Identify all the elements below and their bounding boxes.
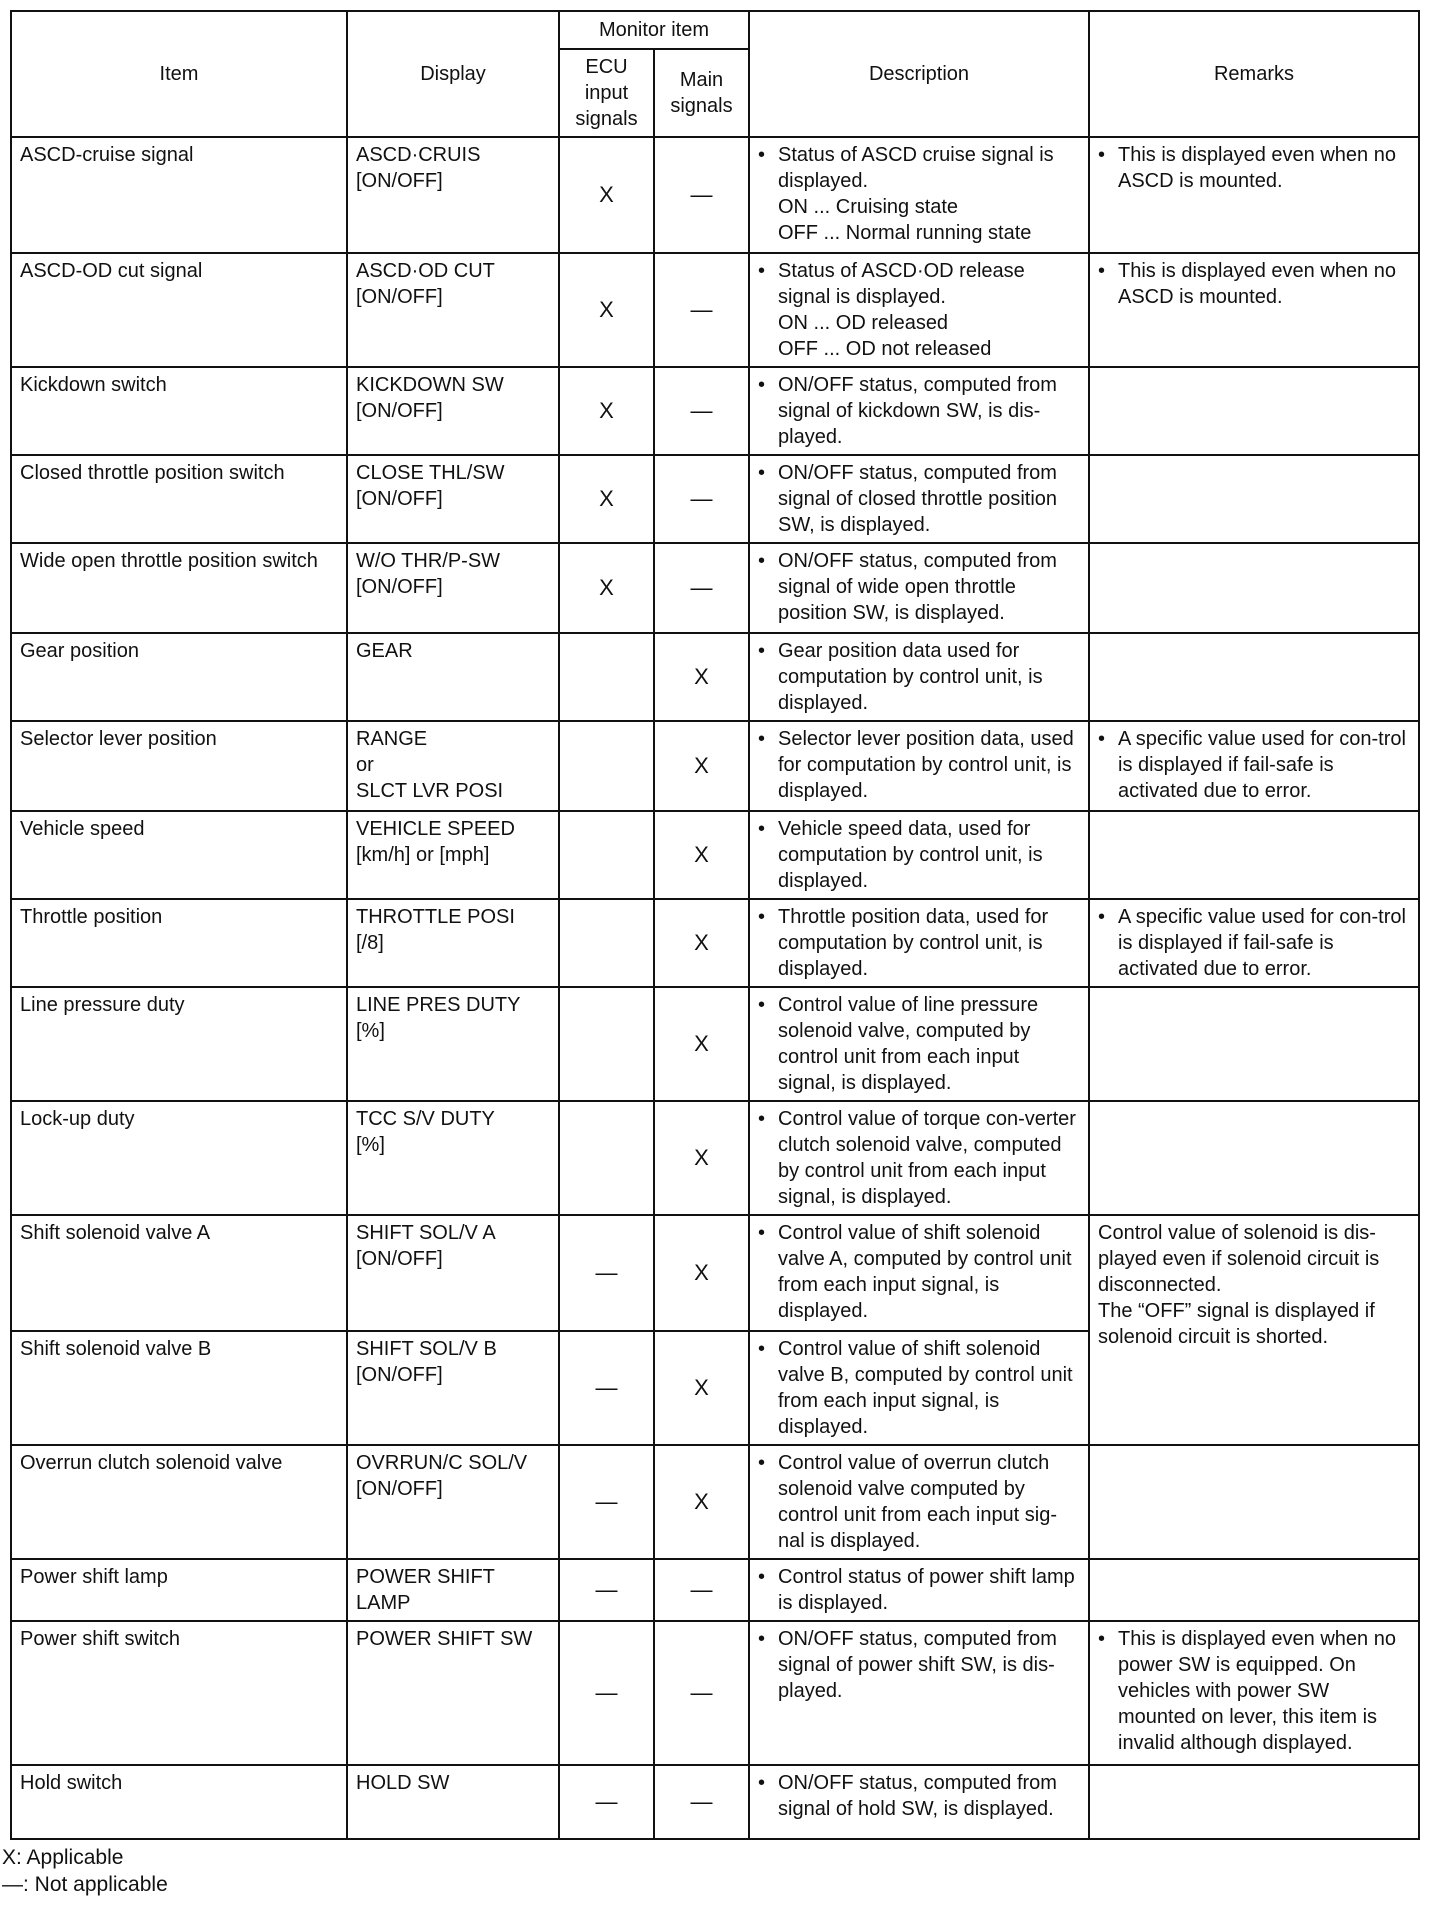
display-cell: RANGE or SLCT LVR POSI (347, 721, 559, 811)
remarks-cell (1089, 899, 1419, 987)
remarks-cell (1089, 1765, 1419, 1839)
ecu-input-mark (559, 721, 654, 811)
description-bullet: • Control value of shift solenoid valve A, computed by control unit from each input signal, is displayed. (758, 1220, 1080, 1324)
legend-applicable: X: Applicable (2, 1846, 124, 1869)
remarks-cell (1089, 1215, 1419, 1445)
description-bullet: • Status of ASCD cruise signal is displayed. (758, 142, 1080, 194)
table-row (11, 137, 1419, 253)
display-cell: LINE PRES DUTY [%] (347, 987, 559, 1101)
main-signal-mark: — (654, 367, 749, 455)
main-signal-mark: — (654, 1765, 749, 1839)
description-cell (749, 721, 1089, 811)
main-signal-mark: X (654, 1101, 749, 1215)
item-cell: ASCD-cruise signal (11, 137, 347, 253)
main-signal-mark: X (654, 987, 749, 1101)
display-cell: TCC S/V DUTY [%] (347, 1101, 559, 1215)
description-cell (749, 1215, 1089, 1331)
display-cell: SHIFT SOL/V B [ON/OFF] (347, 1331, 559, 1445)
description-line: ON ... Cruising state (778, 196, 959, 218)
display-cell: THROTTLE POSI [/8] (347, 899, 559, 987)
ecu-input-mark: — (559, 1559, 654, 1621)
remarks-cell (1089, 633, 1419, 721)
table-row (11, 633, 1419, 721)
item-cell: Throttle position (11, 899, 347, 987)
table-row (11, 1445, 1419, 1559)
description-bullet: • ON/OFF status, computed from signal of kickdown SW, is dis-played. (758, 372, 1080, 450)
main-signal-mark: — (654, 543, 749, 633)
remark-bullet: • This is displayed even when no power SW is equipped. On vehicles with power SW mounted on lever, this item is invalid although displayed. (1098, 1626, 1410, 1756)
description-line: OFF ... Normal running state (778, 222, 1032, 244)
table-row (11, 899, 1419, 987)
ecu-input-mark: X (559, 367, 654, 455)
description-cell (749, 455, 1089, 543)
item-cell: Shift solenoid valve B (11, 1331, 347, 1445)
description-bullet: • Vehicle speed data, used for computation by control unit, is displayed. (758, 816, 1080, 894)
main-signal-mark: — (654, 1559, 749, 1621)
table-row (11, 811, 1419, 899)
main-signal-mark: — (654, 455, 749, 543)
description-cell (749, 367, 1089, 455)
table-row (11, 253, 1419, 367)
remark-bullet: • A specific value used for con-trol is displayed if fail-safe is activated due to error. (1098, 904, 1410, 982)
display-cell: POWER SHIFT SW (347, 1621, 559, 1765)
ecu-input-mark: X (559, 543, 654, 633)
main-signal-mark: X (654, 811, 749, 899)
display-cell: W/O THR/P-SW [ON/OFF] (347, 543, 559, 633)
display-cell: GEAR (347, 633, 559, 721)
remarks-cell (1089, 455, 1419, 543)
item-cell: Overrun clutch solenoid valve (11, 1445, 347, 1559)
main-signal-mark: X (654, 1215, 749, 1331)
description-bullet: • ON/OFF status, computed from signal of closed throttle position SW, is displayed. (758, 460, 1080, 538)
ecu-input-mark (559, 633, 654, 721)
item-cell: Selector lever position (11, 721, 347, 811)
table-row (11, 1559, 1419, 1621)
description-cell (749, 253, 1089, 367)
remark-bullet: • A specific value used for con-trol is displayed if fail-safe is activated due to error. (1098, 726, 1410, 804)
display-cell: KICKDOWN SW [ON/OFF] (347, 367, 559, 455)
description-bullet: • ON/OFF status, computed from signal of power shift SW, is dis-played. (758, 1626, 1080, 1704)
description-cell (749, 633, 1089, 721)
description-cell (749, 987, 1089, 1101)
description-cell (749, 1445, 1089, 1559)
item-cell: Shift solenoid valve A (11, 1215, 347, 1331)
description-cell (749, 1765, 1089, 1839)
display-cell: SHIFT SOL/V A [ON/OFF] (347, 1215, 559, 1331)
table-row (11, 455, 1419, 543)
description-bullet: • Selector lever position data, used for computation by control unit, is displayed. (758, 726, 1080, 804)
item-cell: Hold switch (11, 1765, 347, 1839)
description-cell (749, 543, 1089, 633)
header-remarks: Remarks (1089, 11, 1419, 137)
header-description: Description (749, 11, 1089, 137)
remarks-cell (1089, 811, 1419, 899)
ecu-input-mark (559, 811, 654, 899)
main-signal-mark: X (654, 721, 749, 811)
ecu-input-mark: — (559, 1445, 654, 1559)
table-row (11, 1101, 1419, 1215)
item-cell: Wide open throttle position switch (11, 543, 347, 633)
remark-bullet: • This is displayed even when no ASCD is mounted. (1098, 142, 1410, 194)
item-cell: Lock-up duty (11, 1101, 347, 1215)
table-row (11, 987, 1419, 1101)
table-body (11, 137, 1419, 1839)
header-item: Item (11, 11, 347, 137)
description-bullet: • Gear position data used for computation by control unit, is displayed. (758, 638, 1080, 716)
description-cell (749, 1621, 1089, 1765)
main-signal-mark: — (654, 137, 749, 253)
ecu-input-mark (559, 987, 654, 1101)
description-cell (749, 811, 1089, 899)
header-main-signals: Main signals (654, 49, 749, 137)
remark-bullet: • This is displayed even when no ASCD is mounted. (1098, 258, 1410, 310)
description-bullet: • Control status of power shift lamp is displayed. (758, 1564, 1080, 1616)
remarks-cell (1089, 1621, 1419, 1765)
description-bullet: • Control value of overrun clutch solenoid valve computed by control unit from each input sig-nal is displayed. (758, 1450, 1080, 1554)
ecu-input-mark: — (559, 1331, 654, 1445)
remarks-cell (1089, 367, 1419, 455)
item-cell: ASCD-OD cut signal (11, 253, 347, 367)
description-cell (749, 137, 1089, 253)
display-cell: VEHICLE SPEED [km/h] or [mph] (347, 811, 559, 899)
item-cell: Line pressure duty (11, 987, 347, 1101)
display-cell: CLOSE THL/SW [ON/OFF] (347, 455, 559, 543)
ecu-input-mark: — (559, 1215, 654, 1331)
ecu-input-mark (559, 899, 654, 987)
description-bullet: • ON/OFF status, computed from signal of wide open throttle position SW, is displayed. (758, 548, 1080, 626)
item-cell: Kickdown switch (11, 367, 347, 455)
description-bullet: • Throttle position data, used for computation by control unit, is displayed. (758, 904, 1080, 982)
ecu-input-mark: — (559, 1621, 654, 1765)
main-signal-mark: X (654, 1445, 749, 1559)
item-cell: Closed throttle position switch (11, 455, 347, 543)
table-row (11, 367, 1419, 455)
remarks-cell (1089, 253, 1419, 367)
display-cell: ASCD·CRUIS [ON/OFF] (347, 137, 559, 253)
display-cell: ASCD·OD CUT [ON/OFF] (347, 253, 559, 367)
header-ecu-input-signals: ECU input signals (559, 49, 654, 137)
table-row (11, 1215, 1419, 1331)
table-row (11, 1765, 1419, 1839)
remarks-cell (1089, 1559, 1419, 1621)
ecu-input-mark: X (559, 253, 654, 367)
item-cell: Power shift switch (11, 1621, 347, 1765)
remark-line: The “OFF” signal is displayed if solenoid circuit is shorted. (1098, 1300, 1375, 1348)
ecu-input-mark: X (559, 137, 654, 253)
remarks-cell (1089, 987, 1419, 1101)
description-bullet: • Control value of torque con-verter clutch solenoid valve, computed by control unit from each input signal, is displayed. (758, 1106, 1080, 1210)
description-bullet: • Control value of shift solenoid valve B, computed by control unit from each input signal, is displayed. (758, 1336, 1080, 1440)
header-monitor-item: Monitor item (559, 11, 749, 49)
legend (2, 1844, 168, 1898)
remarks-cell (1089, 543, 1419, 633)
monitor-item-table (10, 10, 1420, 1840)
header-display: Display (347, 11, 559, 137)
ecu-input-mark: X (559, 455, 654, 543)
main-signal-mark: — (654, 1621, 749, 1765)
remark-line: Control value of solenoid is dis-played even if solenoid circuit is disconnected. (1098, 1222, 1380, 1296)
remarks-cell (1089, 721, 1419, 811)
item-cell: Power shift lamp (11, 1559, 347, 1621)
main-signal-mark: — (654, 253, 749, 367)
main-signal-mark: X (654, 1331, 749, 1445)
description-bullet: • Status of ASCD·OD release signal is displayed. (758, 258, 1080, 310)
description-cell (749, 899, 1089, 987)
legend-not-applicable: —: Not applicable (2, 1873, 168, 1896)
display-cell: POWER SHIFT LAMP (347, 1559, 559, 1621)
description-cell (749, 1559, 1089, 1621)
description-line: OFF ... OD not released (778, 338, 992, 360)
table-row (11, 721, 1419, 811)
ecu-input-mark (559, 1101, 654, 1215)
table-row (11, 1621, 1419, 1765)
item-cell: Gear position (11, 633, 347, 721)
description-cell (749, 1331, 1089, 1445)
description-bullet: • ON/OFF status, computed from signal of hold SW, is displayed. (758, 1770, 1080, 1822)
ecu-input-mark: — (559, 1765, 654, 1839)
main-signal-mark: X (654, 899, 749, 987)
item-cell: Vehicle speed (11, 811, 347, 899)
remarks-cell (1089, 1445, 1419, 1559)
description-bullet: • Control value of line pressure solenoid valve, computed by control unit from each input signal, is displayed. (758, 992, 1080, 1096)
display-cell: OVRRUN/C SOL/V [ON/OFF] (347, 1445, 559, 1559)
display-cell: HOLD SW (347, 1765, 559, 1839)
remarks-cell (1089, 1101, 1419, 1215)
description-cell (749, 1101, 1089, 1215)
remarks-cell (1089, 137, 1419, 253)
description-line: ON ... OD released (778, 312, 949, 334)
main-signal-mark: X (654, 633, 749, 721)
table-row (11, 543, 1419, 633)
